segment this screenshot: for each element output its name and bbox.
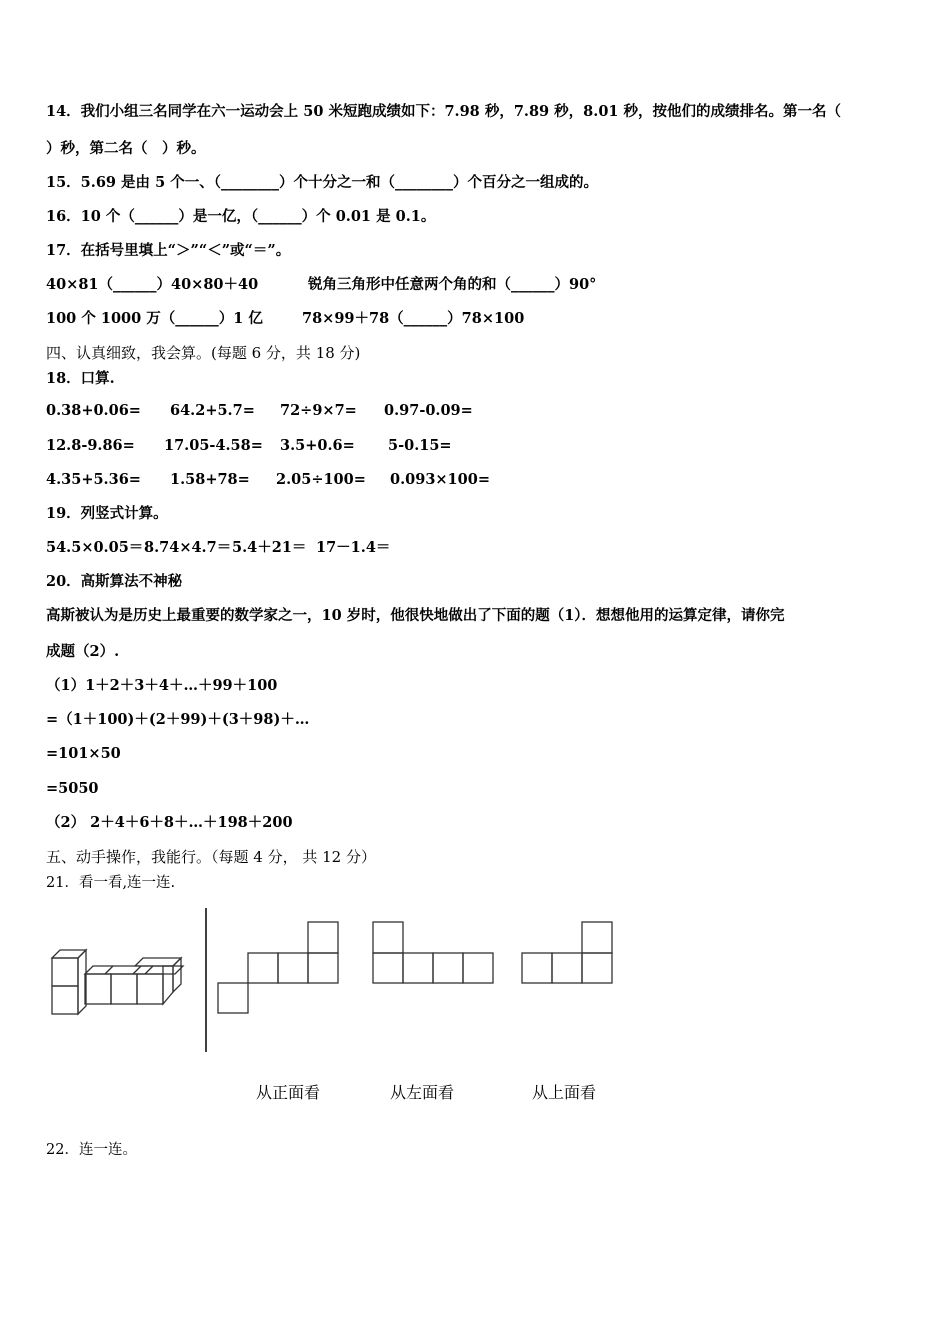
q17-a: 40×81（______）40×80＋40: [46, 276, 259, 293]
q20-desc-line1: 高斯被认为是历史上最重要的数学家之一，10 岁时，他很快地做出了下面的题（1）．想想他用的运算定律，请你完: [46, 607, 785, 624]
q18-item: 2.05÷100=: [276, 471, 366, 488]
section-4-heading: 四、认真细致，我会算。(每题 6 分，共 18 分): [46, 344, 361, 362]
q21-title: 21．看一看,连一连.: [46, 875, 176, 891]
q18-item: 0.97-0.09=: [384, 402, 473, 419]
q18-item: 17.05-4.58=: [164, 437, 263, 454]
view-a-squares: [218, 922, 338, 1013]
q20-step: （1）1＋2＋3＋4＋…＋99＋100: [46, 677, 278, 694]
q18-title: 18．口算.: [46, 370, 115, 387]
caption-front-view: 从正面看: [256, 1083, 321, 1102]
q19-item: 17－1.4＝: [316, 539, 391, 556]
q20-desc-line2: 成题（2）.: [46, 643, 120, 660]
q18-item: 3.5+0.6=: [280, 437, 355, 454]
q18-item: 12.8-9.86=: [46, 437, 135, 454]
q18-item: 4.35+5.36=: [46, 471, 141, 488]
view-b-squares: [373, 922, 493, 983]
q20-step: =（1＋100)＋(2＋99)＋(3＋98)＋…: [46, 711, 310, 728]
q17-b: 锐角三角形中任意两个角的和（______）90°: [308, 276, 597, 293]
q19-item: 54.5×0.05＝: [46, 539, 144, 556]
cube-stack-3d: [52, 950, 183, 1014]
section-5-heading: 五、动手操作，我能行。（每题 4 分， 共 12 分）: [46, 848, 376, 866]
q19-title: 19．列竖式计算。: [46, 505, 168, 522]
caption-top-view: 从上面看: [532, 1083, 597, 1102]
q17-c: 100 个 1000 万（______）1 亿: [46, 310, 263, 327]
q14-line1: 14．我们小组三名同学在六一运动会上 50 米短跑成绩如下：7.98 秒，7.89 秒，8.01 秒，按他们的成绩排名。第一名（: [46, 103, 842, 120]
q15: 15．5.69 是由 5 个一、（________）个十分之一和（________）个百分之一组成的。: [46, 174, 598, 191]
q14-line2: ）秒，第二名（ ）秒。: [46, 140, 206, 157]
q20-step: =5050: [46, 780, 99, 797]
q18-item: 0.38+0.06=: [46, 402, 141, 419]
q20-title: 20．高斯算法不神秘: [46, 573, 183, 590]
q17-d: 78×99＋78（______）78×100: [302, 310, 525, 327]
q20-step: （2） 2＋4＋6＋8＋…＋198＋200: [46, 814, 293, 831]
q16: 16．10 个（______）是一亿，（______）个 0.01 是 0.1。: [46, 208, 436, 225]
q18-item: 5-0.15=: [388, 437, 452, 454]
q18-item: 0.093×100=: [390, 471, 490, 488]
q20-step: =101×50: [46, 745, 121, 762]
q18-item: 1.58+78=: [170, 471, 250, 488]
view-c-squares: [522, 922, 612, 983]
caption-left-view: 从左面看: [390, 1083, 455, 1102]
q19-item: 5.4＋21＝: [232, 539, 307, 556]
q18-item: 72÷9×7=: [280, 402, 357, 419]
q22-title: 22．连一连。: [46, 1142, 137, 1158]
q18-item: 64.2+5.7=: [170, 402, 255, 419]
q21-figure: [40, 902, 660, 1062]
q17-title: 17．在括号里填上“＞”“＜”或“＝”。: [46, 242, 291, 259]
q19-item: 8.74×4.7＝: [144, 539, 232, 556]
